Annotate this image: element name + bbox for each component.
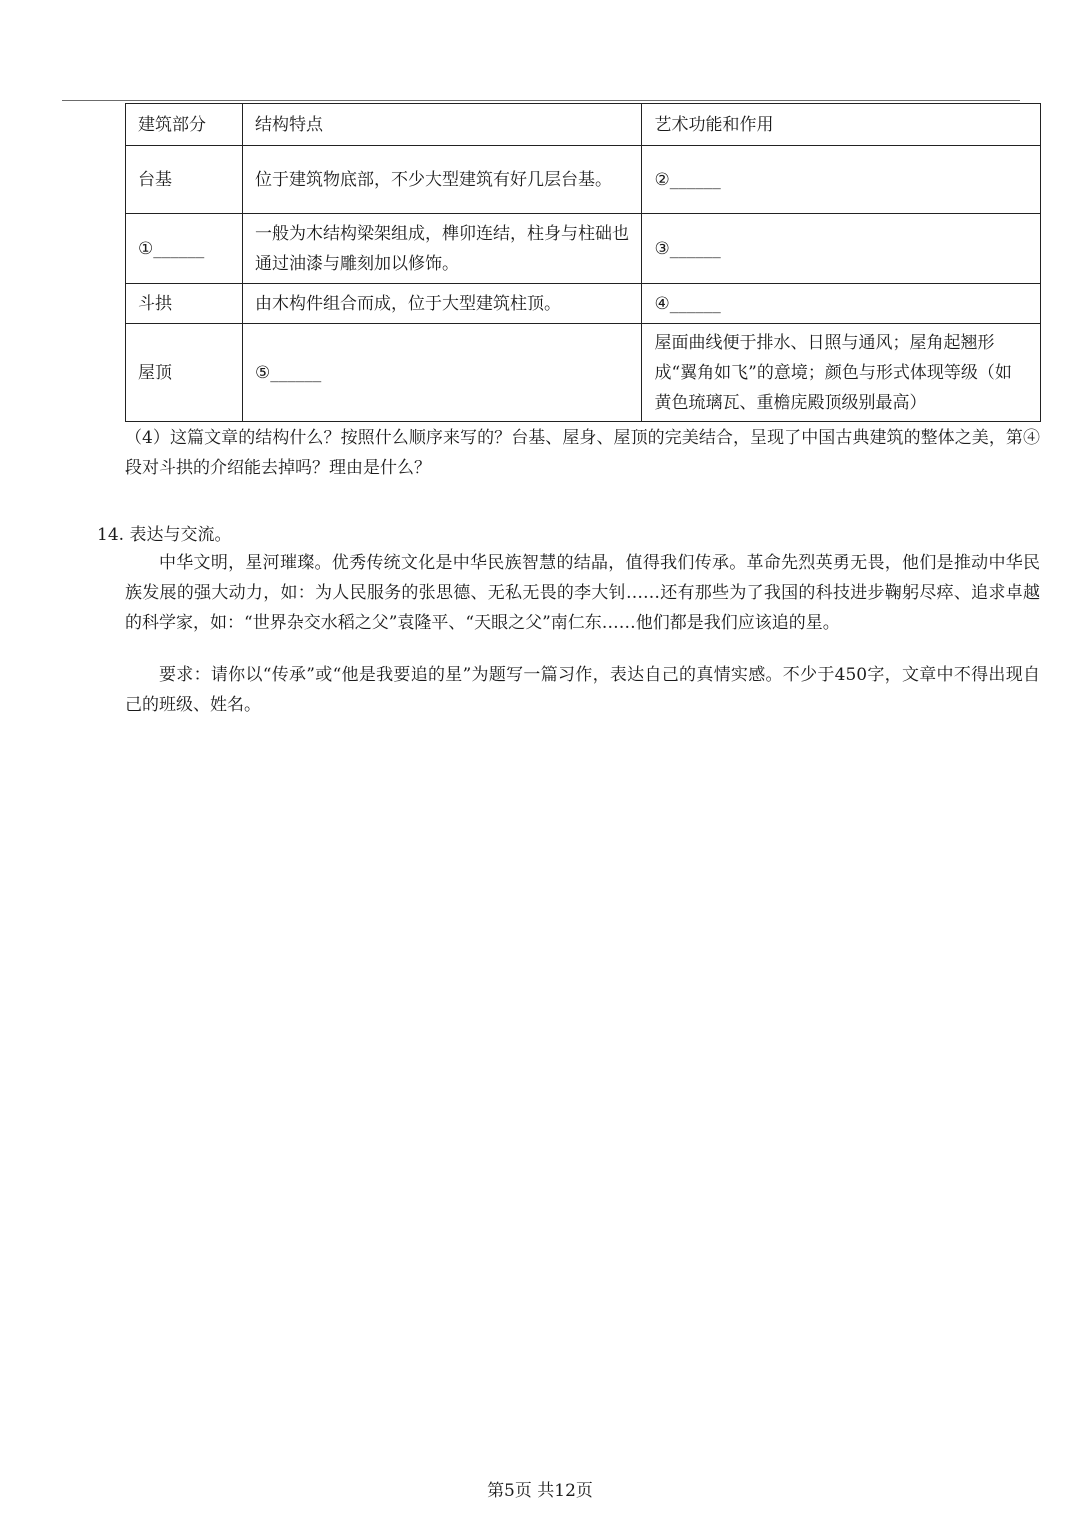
cell-part: 斗拱 xyxy=(126,284,243,324)
cell-structure: 一般为木结构梁架组成，榫卯连结，柱身与柱础也通过油漆与雕刻加以修饰。 xyxy=(242,214,642,284)
table-row xyxy=(126,284,1041,324)
cell-part: ①______ xyxy=(126,214,243,284)
question-14-heading: 14. 表达与交流。 xyxy=(97,525,232,545)
question-14-paragraph-1: 中华文明，星河璀璨。优秀传统文化是中华民族智慧的结晶，值得我们传承。革命先烈英勇无畏，他们是推动中华民族发展的强大动力，如：为人民服务的张思德、无私无畏的李大钊……还有那些为了我国的科技进步鞠躬尽瘁、追求卓越的科学家，如：“世界杂交水稻之父”袁隆平、“天眼之父”南仁东……他们都是我们应该追的星。 xyxy=(125,553,1040,633)
header-rule xyxy=(62,100,1020,101)
cell-function: ③______ xyxy=(642,214,1041,284)
question-14-requirements: 要求：请你以“传承”或“他是我要追的星”为题写一篇习作，表达自己的真情实感。不少于450字，文章中不得出现自己的班级、姓名。 xyxy=(125,665,1040,715)
cell-function: ④______ xyxy=(642,284,1041,324)
cell-function: 屋面曲线便于排水、日照与通风；屋角起翘形成“翼角如飞”的意境；颜色与形式体现等级（如黄色琉璃瓦、重檐庑殿顶级别最高） xyxy=(642,324,1041,422)
cell-part: 台基 xyxy=(126,146,243,214)
header-cell-structure: 结构特点 xyxy=(242,104,642,146)
cell-structure: 位于建筑物底部，不少大型建筑有好几层台基。 xyxy=(242,146,642,214)
table-row xyxy=(126,146,1041,214)
cell-function: ②______ xyxy=(642,146,1041,214)
cell-structure: 由木构件组合而成，位于大型建筑柱顶。 xyxy=(242,284,642,324)
header-cell-part: 建筑部分 xyxy=(126,104,243,146)
page-footer: 第5页 共12页 xyxy=(487,1481,593,1501)
architecture-table xyxy=(125,103,1041,422)
header-cell-function: 艺术功能和作用 xyxy=(642,104,1041,146)
cell-structure: ⑤______ xyxy=(242,324,642,422)
cell-part: 屋顶 xyxy=(126,324,243,422)
table-header-row xyxy=(126,104,1041,146)
table-row xyxy=(126,214,1041,284)
question-4: （4）这篇文章的结构什么？按照什么顺序来写的？台基、屋身、屋顶的完美结合，呈现了中国古典建筑的整体之美，第④段对斗拱的介绍能去掉吗？理由是什么？ xyxy=(125,428,1040,478)
table-row xyxy=(126,324,1041,422)
